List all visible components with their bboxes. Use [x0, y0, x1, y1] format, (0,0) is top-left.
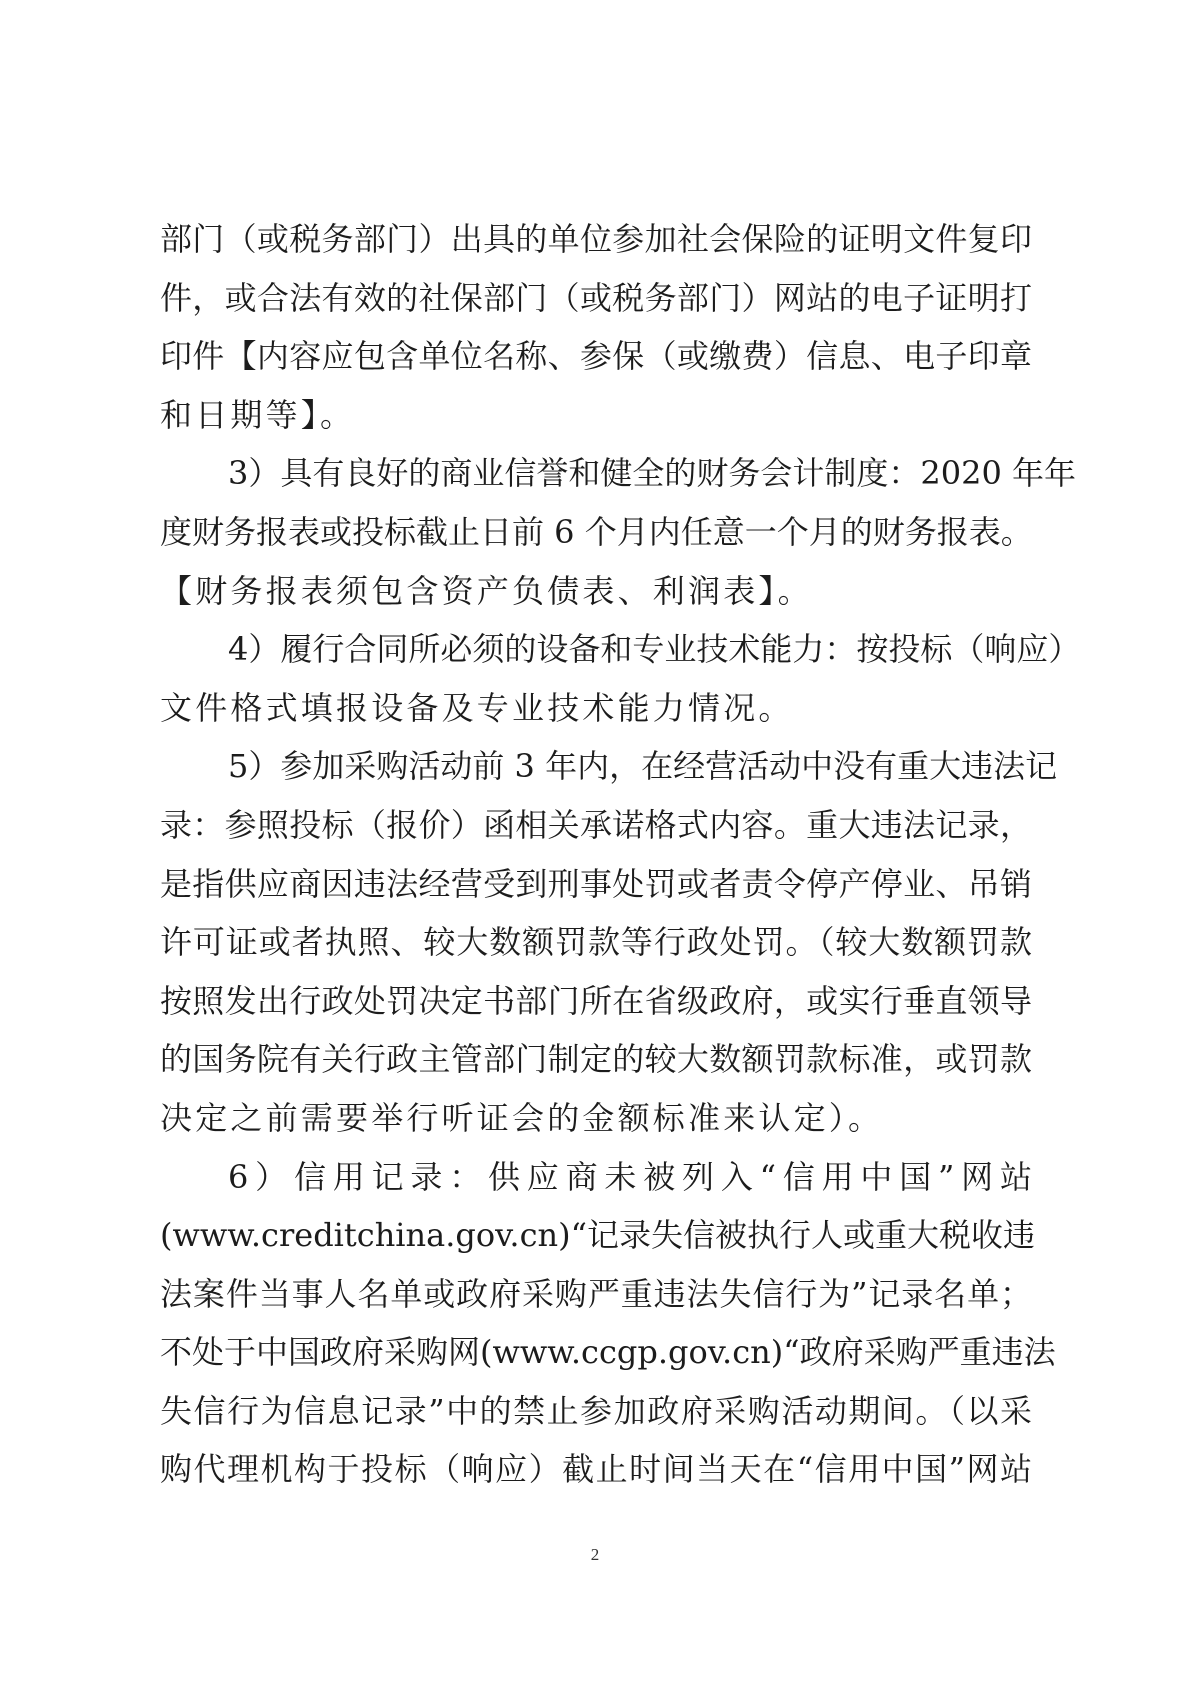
text-line: 文件格式填报设备及专业技术能力情况。: [160, 688, 794, 727]
text-line: 购代理机构于投标（响应）截止时间当天在“信用中国”网站: [160, 1450, 1032, 1489]
page-number: 2: [590, 1545, 600, 1564]
text-line: 失信行为信息记录”中的禁止参加政府采购活动期间。（以采: [160, 1391, 1032, 1430]
text-line: 部门（或税务部门）出具的单位参加社会保险的证明文件复印: [160, 220, 1032, 258]
text-line: 录：参照投标（报价）函相关承诺格式内容。重大违法记录，: [160, 805, 1032, 844]
text-line: 3）具有良好的商业信誉和健全的财务会计制度：2020 年年: [228, 454, 1076, 493]
text-line: 决定之前需要举行听证会的金额标准来认定）。: [160, 1098, 884, 1137]
text-line: 是指供应商因违法经营受到刑事处罚或者责令停产停业、吊销: [160, 864, 1032, 903]
text-line: (www.creditchina.gov.cn)“记录失信被执行人或重大税收违: [160, 1216, 1035, 1255]
text-line: 4）履行合同所必须的设备和专业技术能力：按投标（响应）: [228, 630, 1081, 669]
text-line: 件，或合法有效的社保部门（或税务部门）网站的电子证明打: [160, 278, 1032, 317]
text-line: 许可证或者执照、较大数额罚款等行政处罚。（较大数额罚款: [160, 923, 1032, 962]
text-line: 法案件当事人名单或政府采购严重违法失信行为”记录名单；: [160, 1274, 1032, 1313]
text-line: 印件【内容应包含单位名称、参保（或缴费）信息、电子印章: [160, 337, 1032, 376]
text-line: 不处于中国政府采购网(www.ccgp.gov.cn)“政府采购严重违法: [160, 1333, 1056, 1372]
text-line: 度财务报表或投标截止日前 6 个月内任意一个月的财务报表。: [160, 512, 1033, 551]
text-line: 【财务报表须包含资产负债表、利润表】。: [160, 571, 813, 610]
document-body: [160, 210, 1081, 1499]
text-line: 6）信用记录：供应商未被列入“信用中国”网站: [228, 1157, 1032, 1196]
text-line: 和日期等】。: [160, 395, 356, 434]
text-line: 按照发出行政处罚决定书部门所在省级政府，或实行垂直领导: [160, 981, 1032, 1020]
text-line: 5）参加采购活动前 3 年内，在经营活动中没有重大违法记: [228, 747, 1058, 786]
text-line: 的国务院有关行政主管部门制定的较大数额罚款标准，或罚款: [160, 1040, 1032, 1079]
